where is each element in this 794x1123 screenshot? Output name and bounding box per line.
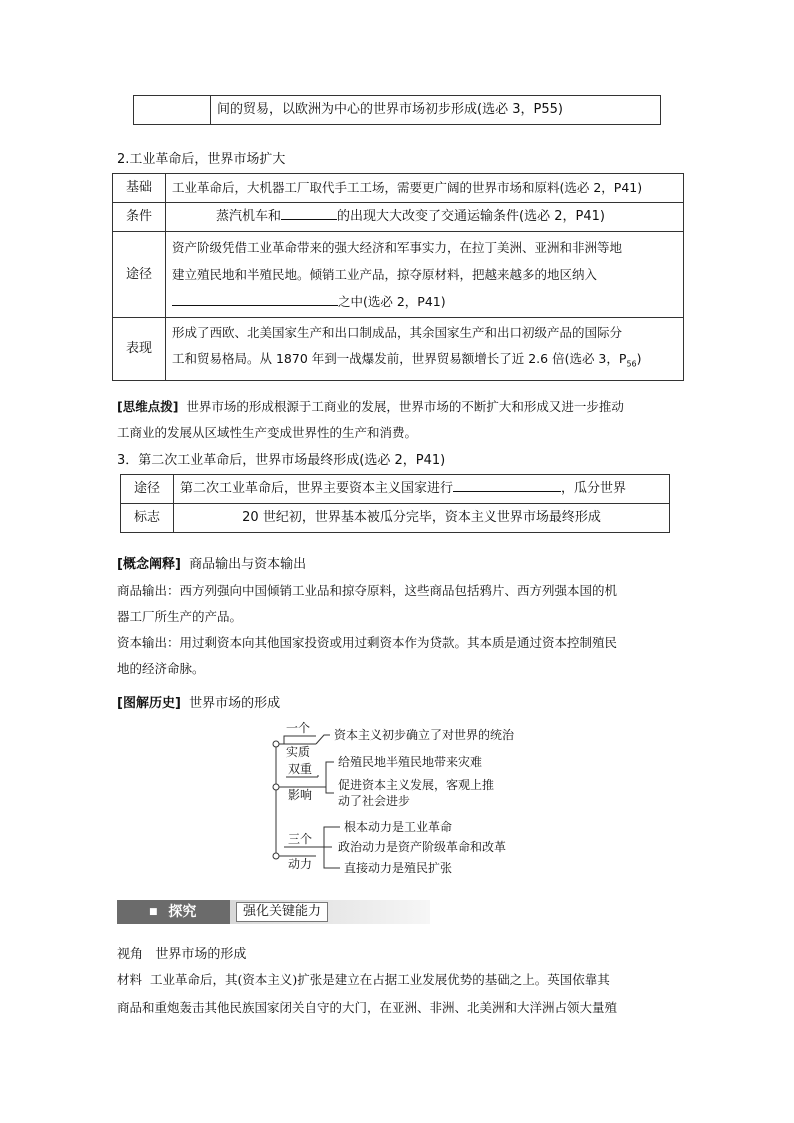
section2-table: [112, 173, 684, 381]
row-text: [166, 203, 684, 232]
diagram-heading: [117, 692, 280, 711]
node-item: 动了社会进步: [338, 794, 411, 808]
diagram-title: 世界市场的形成: [189, 696, 281, 711]
row-line: [172, 346, 677, 378]
diagram-tag: [图解历史]: [117, 696, 181, 711]
row-line: 资产阶级凭借工业革命带来的强大经济和军事实力，在拉丁美洲、亚洲和非洲等地: [172, 240, 623, 255]
section2-heading: 2.工业革命后，世界市场扩大: [117, 152, 286, 167]
material-line2: 商品和重炮轰击其他民族国家闭关自守的大门，在亚洲、非洲、北美洲和大洋洲占领大量殖: [117, 1000, 618, 1015]
row-text-part: 的出现大大改变了交通运输条件(选必 2，P41): [337, 209, 605, 224]
table-row: [113, 174, 684, 203]
row-label: 条件: [113, 203, 166, 232]
tip-tag: [思维点拨]: [117, 399, 179, 414]
concept-p2-line2: 地的经济命脉。: [117, 661, 205, 676]
row-text-part: ，瓜分世界: [561, 481, 627, 496]
blank-line: [172, 291, 338, 306]
banner-left-label: 探究: [168, 904, 197, 920]
concept-tag: [概念阐释]: [117, 557, 181, 572]
top-table-text: 间的贸易，以欧洲为中心的世界市场初步形成(选必 3，P55): [211, 96, 661, 125]
section3-heading: 3．第二次工业革命后，世界市场最终形成(选必 2，P41): [117, 453, 446, 468]
row-text: [166, 232, 684, 318]
row-text: 工业革命后，大机器工厂取代手工工场，需要更广阔的世界市场和原料(选必 2，P41): [166, 174, 684, 203]
blank-line: [281, 205, 337, 220]
node-label-top: 双重: [288, 762, 313, 776]
row-line: 形成了西欧、北美国家生产和出口制成品，其余国家生产和出口初级产品的国际分: [172, 325, 623, 340]
row-text-part: 蒸汽机车和: [216, 209, 282, 224]
table-row: [113, 203, 684, 232]
row-label: 途径: [113, 232, 166, 318]
material-line1: [117, 966, 679, 994]
row-text: [174, 475, 670, 504]
perspective-title: 世界市场的形成: [155, 947, 247, 962]
node-item: 促进资本主义发展，客观上推: [338, 778, 495, 792]
perspective-label: 视角: [117, 947, 144, 962]
concept-block: [117, 552, 679, 682]
banner-right-label: 强化关键能力: [236, 902, 328, 922]
tip-text: 世界市场的形成根源于工商业的发展，世界市场的不断扩大和形成又进一步推动: [186, 399, 624, 414]
connector: [318, 762, 334, 787]
connector: [276, 736, 316, 744]
table-row: [113, 232, 684, 318]
row-text-part: ): [636, 351, 642, 366]
row-text-part: 第二次工业革命后，世界主要资本主义国家进行: [180, 481, 454, 496]
material-label: 材料: [117, 972, 143, 987]
node-dot: [273, 784, 279, 790]
tip-line: 工商业的发展从区域性生产变成世界性的生产和消费。: [117, 425, 418, 440]
row-label: 途径: [121, 475, 174, 504]
node-label-bottom: 实质: [286, 745, 311, 759]
row-text: [166, 318, 684, 381]
row-text: 20 世纪初，世界基本被瓜分完毕，资本主义世界市场最终形成: [174, 504, 670, 533]
node-item: 资本主义初步确立了对世界的统治: [334, 728, 515, 742]
row-text-part: 工和贸易格局。从 1870 年到一战爆发前，世界贸易额增长了近 2.6 倍(选必 3，P: [172, 351, 627, 366]
concept-p1-line1: 商品输出：西方列强向中国倾销工业品和掠夺原料，这些商品包括鸦片、西方列强本国的机: [117, 583, 618, 598]
concept-p2-line1: 资本输出：用过剩资本向其他国家投资或用过剩资本作为贷款。其本质是通过资本控制殖民: [117, 635, 618, 650]
row-line: 建立殖民地和半殖民地。倾销工业产品，掠夺原材料，把越来越多的地区纳入: [172, 267, 598, 282]
row-label: 表现: [113, 318, 166, 381]
world-market-diagram: [260, 715, 540, 880]
node-label-top: 三个: [288, 832, 313, 846]
banner-bullet: ■: [149, 907, 158, 917]
table-row: [121, 504, 670, 533]
banner-right: [230, 900, 430, 924]
connector: [316, 827, 340, 847]
blank-line: [453, 477, 561, 492]
table-row: [121, 475, 670, 504]
connector: [326, 787, 334, 793]
concept-heading: [117, 552, 679, 578]
page-subscript: 56: [626, 359, 637, 369]
node-item: 给殖民地半殖民地带来灾难: [338, 755, 483, 769]
row-label: 基础: [113, 174, 166, 203]
thinking-tip: [117, 394, 679, 446]
node-dot: [273, 853, 279, 859]
concept-p1-line2: 器工厂所生产的产品。: [117, 609, 243, 624]
top-table: [133, 95, 661, 125]
node-dot: [273, 741, 279, 747]
node-label-top: 一个: [286, 721, 311, 735]
banner-left: [117, 900, 230, 924]
top-table-empty-cell: [134, 96, 211, 125]
section-banner: [117, 900, 430, 924]
concept-title: 商品输出与资本输出: [189, 557, 307, 572]
node-item: 直接动力是殖民扩张: [344, 861, 453, 875]
node-item: 政治动力是资产阶级革命和改革: [338, 840, 507, 854]
row-line: [172, 288, 677, 315]
node-label-bottom: 动力: [288, 857, 313, 871]
row-text-part: 之中(选必 2，P41): [338, 294, 446, 309]
node-label-bottom: 影响: [288, 788, 313, 802]
table-row: [113, 318, 684, 381]
row-label: 标志: [121, 504, 174, 533]
connector: [316, 735, 330, 744]
material-text: 工业革命后，其(资本主义)扩张是建立在占据工业发展优势的基础之上。英国依靠其: [149, 972, 610, 987]
perspective-line: [117, 943, 246, 962]
tip-line: [117, 394, 679, 420]
section3-table: [120, 474, 670, 533]
material-block: [117, 966, 679, 1022]
node-item: 根本动力是工业革命: [344, 820, 453, 834]
